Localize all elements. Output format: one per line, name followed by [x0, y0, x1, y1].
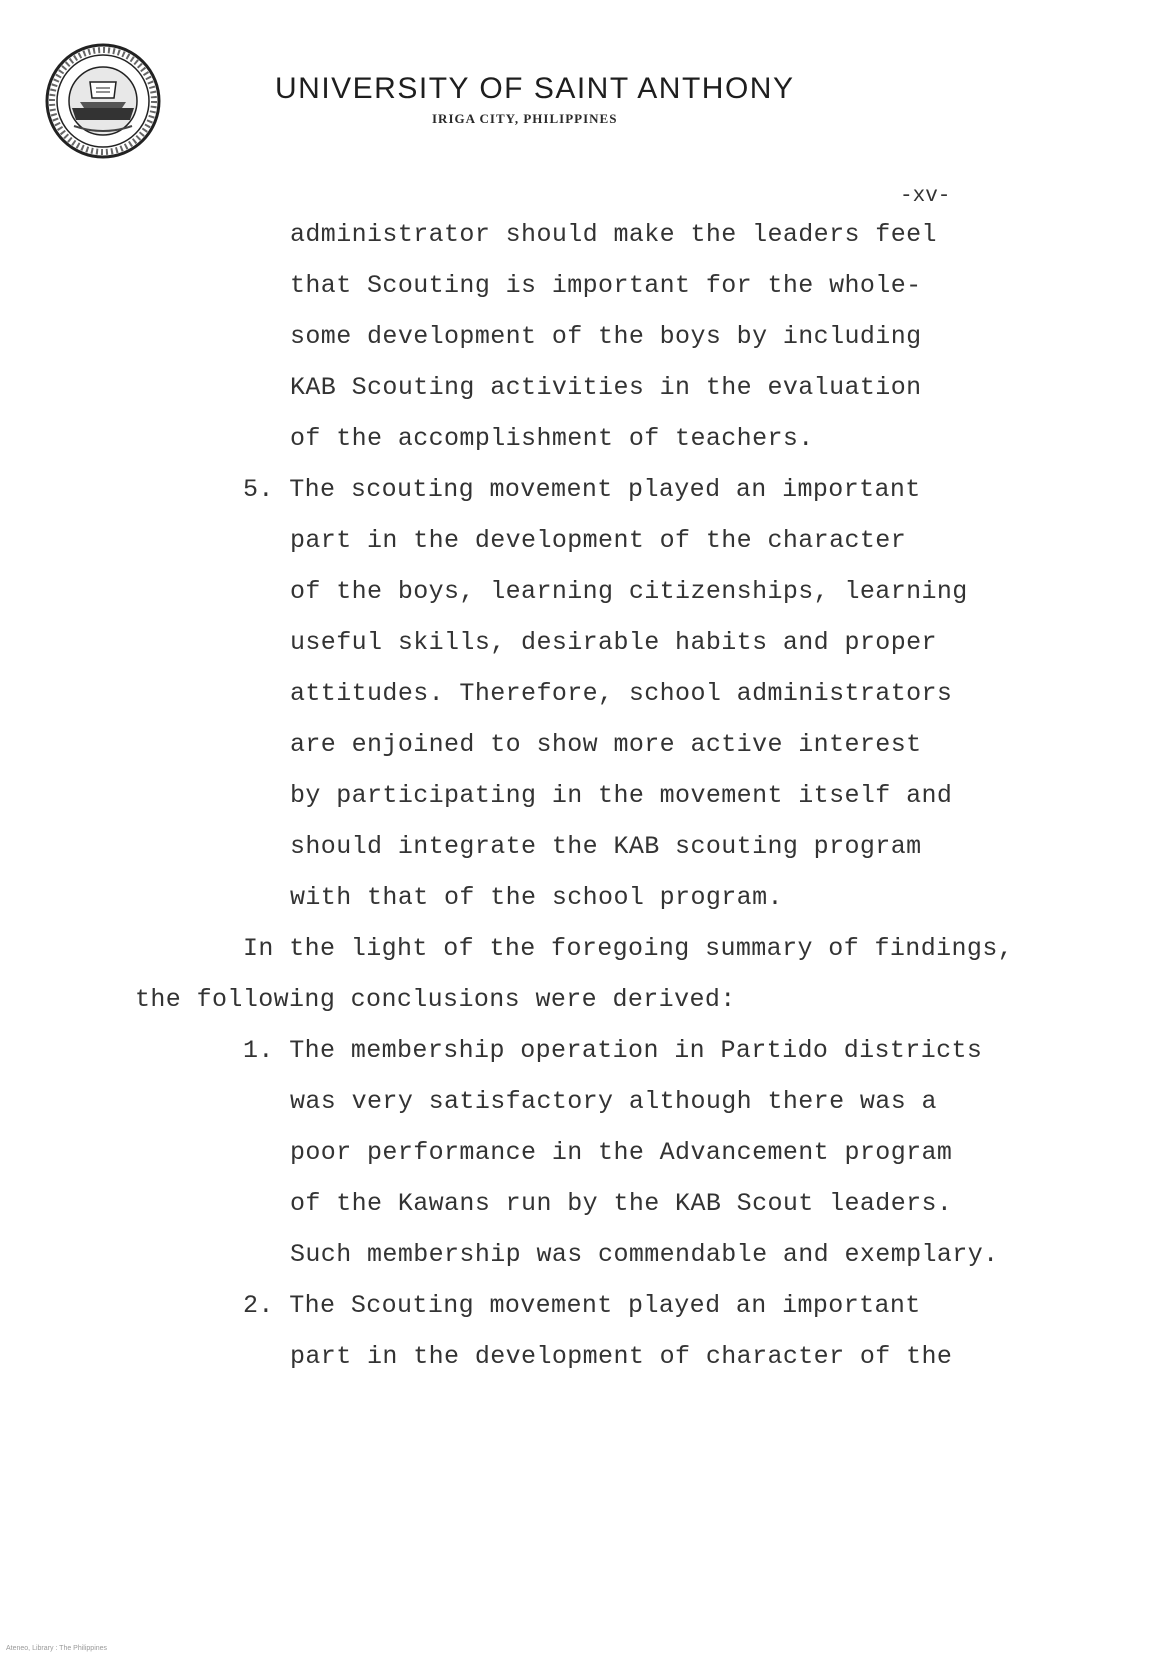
body-line: of the accomplishment of teachers. [290, 424, 814, 453]
university-name: UNIVERSITY OF SAINT ANTHONY [275, 72, 795, 105]
body-line: part in the development of character of the [290, 1342, 953, 1371]
body-line: Such membership was commendable and exemplary. [290, 1240, 999, 1269]
body-line: was very satisfactory although there was a [290, 1087, 937, 1116]
body-line: should integrate the KAB scouting program [290, 832, 922, 861]
body-line: In the light of the foregoing summary of findings, [243, 934, 1014, 963]
body-line: 1. The membership operation in Partido districts [243, 1036, 983, 1065]
body-line: some development of the boys by including [290, 322, 922, 351]
body-line: of the boys, learning citizenships, learning [290, 577, 968, 606]
body-line: of the Kawans run by the KAB Scout leaders. [290, 1189, 953, 1218]
body-line: useful skills, desirable habits and proper [290, 628, 937, 657]
body-line: with that of the school program. [290, 883, 783, 912]
body-line: by participating in the movement itself and [290, 781, 953, 810]
body-line: 2. The Scouting movement played an important [243, 1291, 921, 1320]
body-line: 5. The scouting movement played an important [243, 475, 921, 504]
body-line: that Scouting is important for the whole- [290, 271, 922, 300]
body-line: are enjoined to show more active interest [290, 730, 922, 759]
university-location: IRIGA CITY, PHILIPPINES [432, 111, 618, 126]
body-line: the following conclusions were derived: [135, 985, 736, 1014]
body-line: part in the development of the character [290, 526, 907, 555]
body-line: KAB Scouting activities in the evaluation [290, 373, 922, 402]
body-line: administrator should make the leaders feel [290, 220, 937, 249]
body-line: attitudes. Therefore, school administrators [290, 679, 953, 708]
page-number: -xv- [900, 185, 951, 208]
scan-footer: Ateneo, Library : The Philippines [6, 1645, 108, 1652]
body-line: poor performance in the Advancement program [290, 1138, 953, 1167]
university-seal-icon [44, 42, 162, 160]
